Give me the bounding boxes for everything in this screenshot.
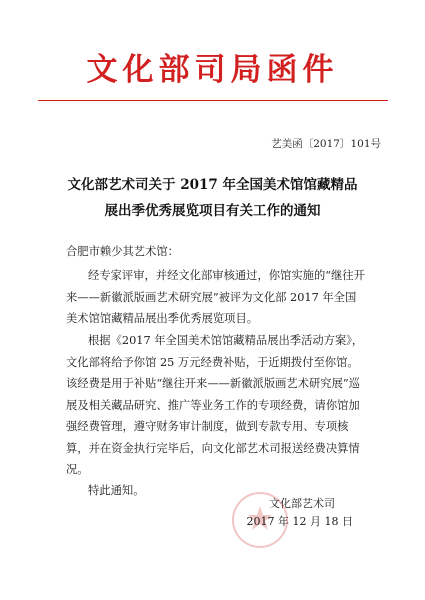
paragraph-1 xyxy=(66,265,366,330)
letterhead-title: 文化部司局函件 xyxy=(86,52,339,88)
salutation: 合肥市赖少其艺术馆： xyxy=(66,245,179,258)
paragraph-2-text: 根据《2017 年全国美术馆馆藏精品展出季活动方案》，文化部将给予你馆 25 万元经费补贴，于近期拨付至你馆。该经费是用于补贴“继往开来——新徽派版画艺术研究展”巡展及相关藏品研究、推广等业务工作的专项经费，请你馆加强经费管理，遵守财务审计制度，做到专款专用、专项核算，并在资金执行完毕后，向文化部艺术司报送经费决算情况。 xyxy=(66,334,364,476)
closing-text: 特此通知。 xyxy=(88,484,145,497)
paragraph-2 xyxy=(66,330,366,481)
document-number: 艺美函〔2017〕101号 xyxy=(271,138,381,150)
signature-date: 2017 年 12 月 18 日 xyxy=(246,515,353,528)
signature-organization: 文化部艺术司 xyxy=(269,497,335,510)
paragraph-1-text: 经专家评审，并经文化部审核通过，你馆实施的“继往开来——新徽派版画艺术研究展”被评为文化部 2017 年全国美术馆馆藏精品展出季优秀展览项目。 xyxy=(66,269,365,325)
document-title-line-1: 文化部艺术司关于 2017 年全国美术馆馆藏精品 xyxy=(67,177,358,193)
document-title-line-2: 展出季优秀展览项目有关工作的通知 xyxy=(104,203,321,219)
letterhead-rule xyxy=(38,100,388,101)
